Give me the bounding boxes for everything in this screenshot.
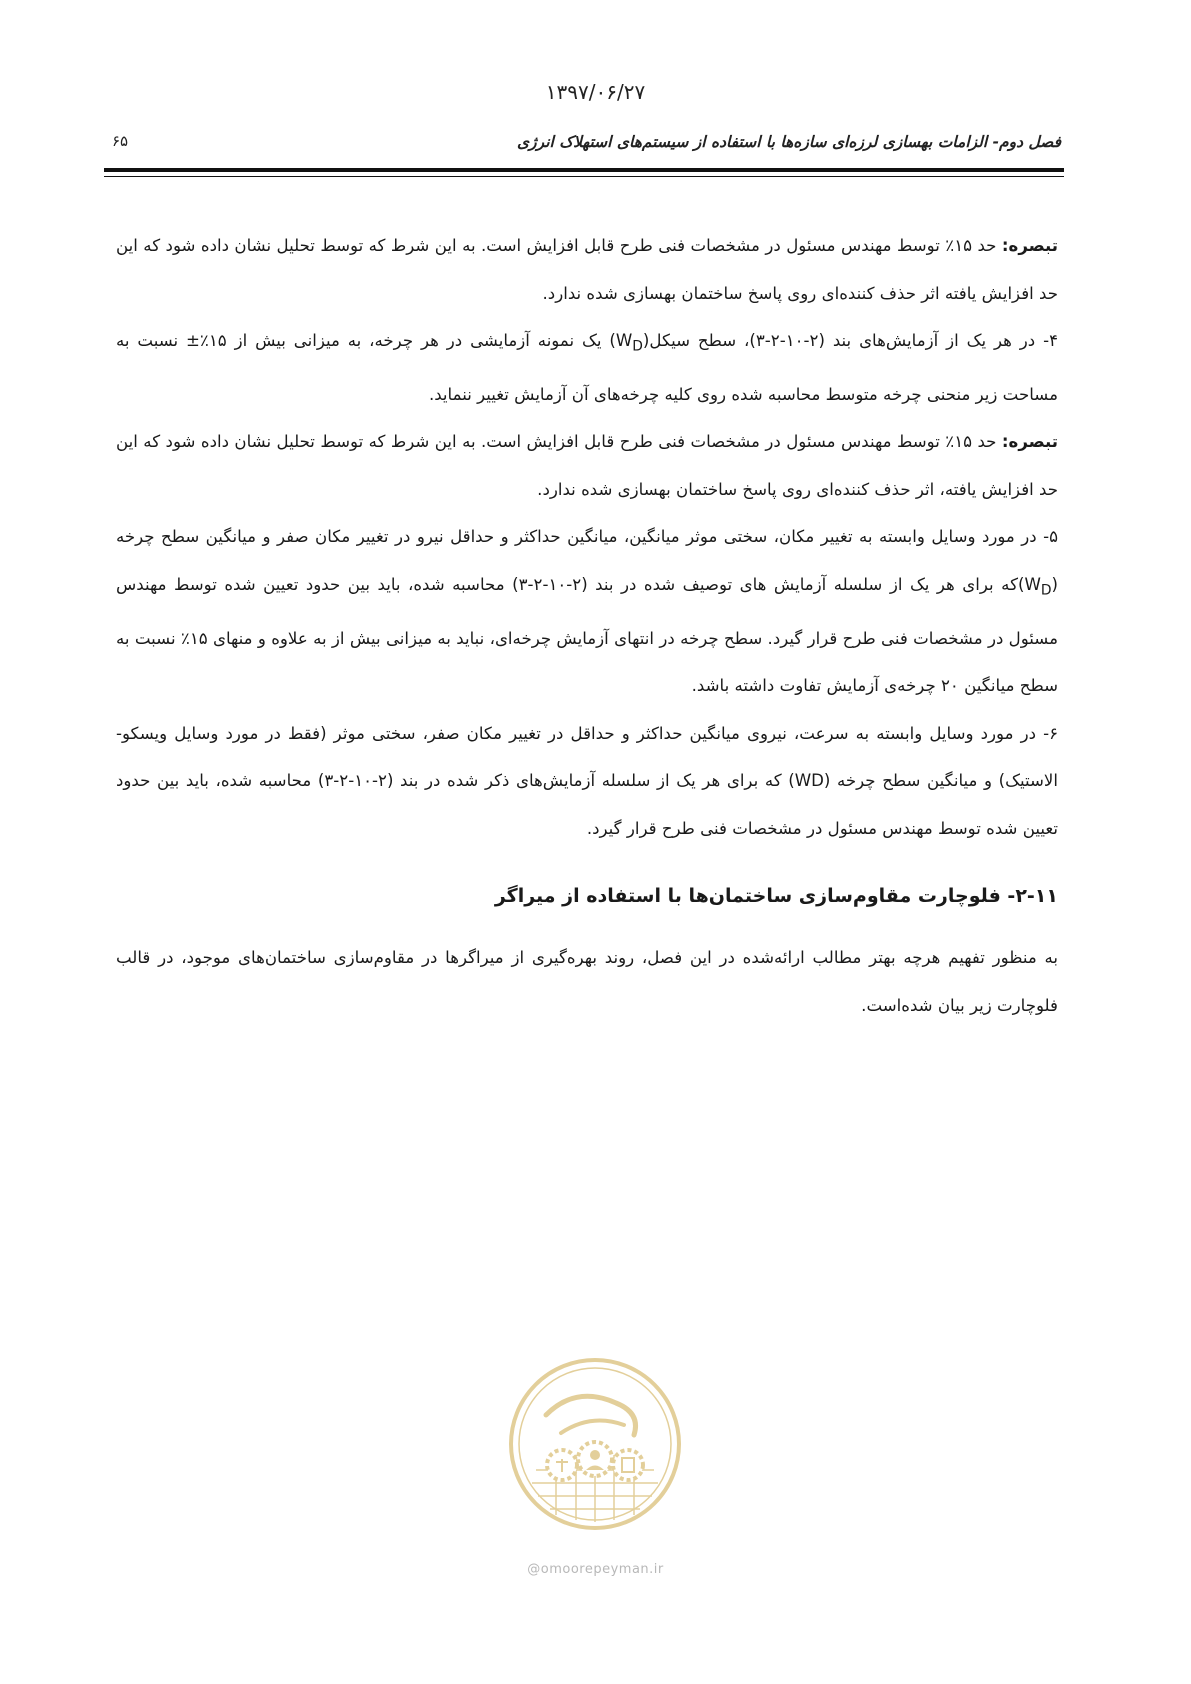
item-4-text: ۴- در هر یک از آزمایش‌های بند (۲-۱۰-۲-۳)، سطح سیکل(W xyxy=(615,331,1058,350)
page-body xyxy=(116,222,1058,1029)
section-heading: ۲-۱۱- فلوچارت مقاوم‌سازی ساختمان‌ها با استفاده از میراگر xyxy=(494,885,1058,908)
item-6-paragraph: ۶- در مورد وسایل وابسته به سرعت، نیروی میانگین حداکثر و حداقل در تغییر مکان صفر، سختی موثر (فقط در مورد وسایل ویسکو-الاستیک) و میانگین سطح چرخه (WD) که برای هر یک از سلسله آزمایش‌های ذکر شده در بند (۲-۱۰-۲-۳) محاسبه شده، باید بین حدود تعیین شده توسط مهندس مسئول در مشخصات فنی طرح قرار گیرد. xyxy=(116,723,1058,838)
note-text: حد ۱۵٪ توسط مهندس مسئول در مشخصات فنی طرح قابل افزایش است. به این شرط که توسط تحلیل نشان داده شود که این حد افزایش یافته، اثر حذف کننده‌ای روی پاسخ ساختمان بهسازی شده ندارد. xyxy=(116,432,1058,499)
chapter-title: فصل دوم- الزامات بهسازی لرزه‌ای سازه‌ها با استفاده از سیستم‌های استهلاک انرژی xyxy=(517,133,1061,151)
item-5-paragraph xyxy=(116,513,1058,709)
item-4-text-rest: ) یک نمونه آزمایشی در هر چرخه، به میزانی بیش از ۱۵٪± نسبت به مساحت زیر منحنی چرخه متوسط محاسبه شده روی کلیه چرخه‌های آن آزمایش تغییر ننماید. xyxy=(116,331,1058,404)
note-label: تبصره: xyxy=(1001,236,1058,255)
header-rule-thin xyxy=(104,176,1064,177)
watermark-url: @omoorepeyman.ir xyxy=(527,1562,664,1577)
note-paragraph xyxy=(116,222,1058,317)
header-rule-thick xyxy=(104,168,1064,172)
document-date: ۱۳۹۷/۰۶/۲۷ xyxy=(545,80,646,104)
item-4-subscript: D xyxy=(632,338,643,355)
note-text: حد ۱۵٪ توسط مهندس مسئول در مشخصات فنی طرح قابل افزایش است. به این شرط که توسط تحلیل نشان داده شود که این حد افزایش یافته اثر حذف کننده‌ای روی پاسخ ساختمان بهسازی شده ندارد. xyxy=(116,236,1058,303)
watermark-logo xyxy=(506,1355,684,1533)
item-4-paragraph xyxy=(116,317,1058,418)
logo-emblem-icon xyxy=(506,1355,684,1533)
item-5-text: ۵- در مورد وسایل وابسته به تغییر مکان، سختی موثر میانگین، میانگین حداکثر و حداقل نیرو در تغییر مکان صفر و میانگین سطح چرخه (W xyxy=(116,527,1058,594)
note-paragraph xyxy=(116,418,1058,513)
page-number: ۶۵ xyxy=(112,132,129,150)
section-paragraph: به منظور تفهیم هرچه بهتر مطالب ارائه‌شده در این فصل، روند بهره‌گیری از میراگرها در مقاوم‌سازی ساختمان‌های موجود، در قالب فلوچارت زیر بیان شده‌است. xyxy=(116,948,1058,1015)
item-5-text-rest: )که برای هر یک از سلسله آزمایش های توصیف شده در بند (۲-۱۰-۲-۳) محاسبه شده، باید بین حدود تعیین شده توسط مهندس مسئول در مشخصات فنی طرح قرار گیرد. سطح چرخه در انتهای آزمایش چرخه‌ای، نباید به میزانی بیش از به علاوه و منهای ۱۵٪ نسبت به سطح میانگین ۲۰ چرخه‌ی آزمایش تفاوت داشته باشد. xyxy=(116,574,1058,696)
item-5-subscript: D xyxy=(1040,582,1052,599)
note-label: تبصره: xyxy=(1001,432,1058,452)
